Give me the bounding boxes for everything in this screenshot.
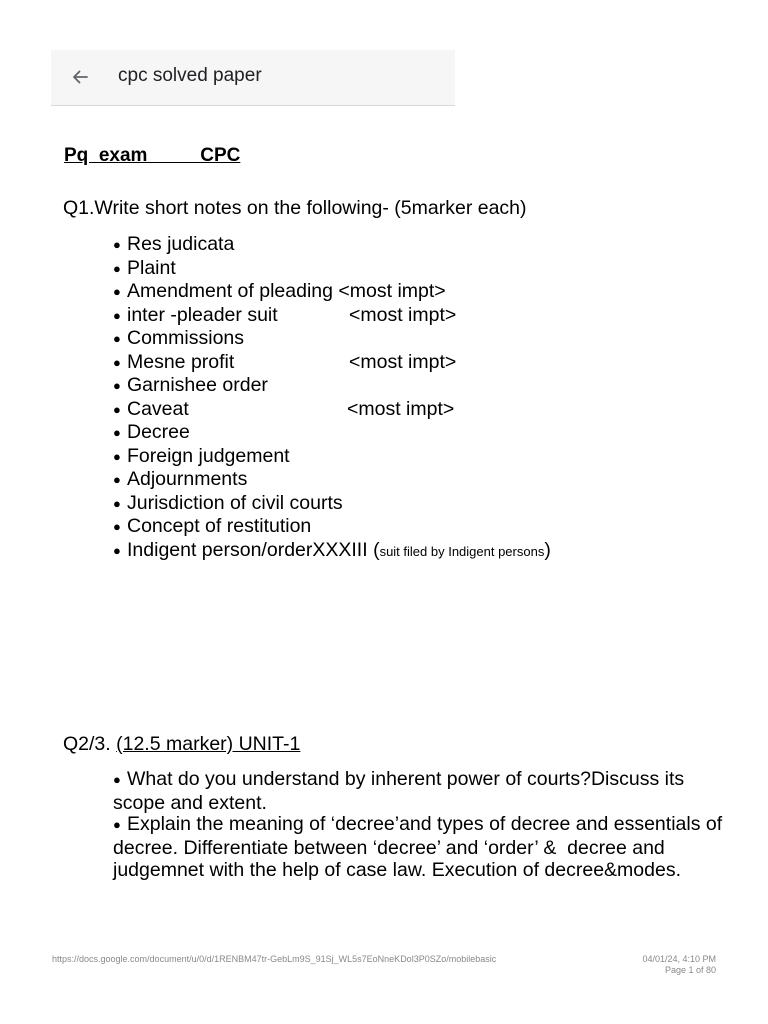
bullet-icon: ● — [113, 472, 121, 487]
list-item: ● Commissions — [113, 327, 245, 349]
question-2-3-title: (12.5 marker) UNIT-1 — [116, 733, 301, 755]
importance-note: <most impt> — [338, 280, 446, 302]
document-title: cpc solved paper — [118, 65, 262, 86]
list-item: ● inter -pleader suit <most impt> — [113, 303, 457, 326]
bullet-icon: ● — [113, 354, 121, 370]
list-item: ● Plaint — [113, 256, 176, 279]
bullet-icon: ● — [113, 772, 121, 787]
list-item: ● Jurisdiction of civil courts — [113, 491, 343, 514]
list-item: ● Concept of restitution — [113, 515, 312, 537]
page-number: Page 1 of 80 — [664, 965, 716, 975]
page-heading: Pq exam CPC — [64, 145, 241, 166]
importance-note: <most impt> — [349, 303, 457, 326]
list-item: ● Indigent person/orderXXXIII (suit filed by Indigent persons) — [113, 538, 551, 561]
list-item: ● What do you understand by inherent power of courts?Discuss its scope and extent. — [113, 768, 685, 814]
bullet-icon: ● — [113, 519, 121, 534]
importance-note: <most impt> — [349, 350, 457, 373]
footer-url: https://docs.google.com/document/u/0/d/1RENBM47tr-GebLm9S_91Sj_WL5s7EoNneKDol3P0SZo/mobilebasic — [52, 954, 497, 964]
bullet-icon: ● — [113, 284, 121, 299]
bullet-icon: ● — [113, 448, 121, 464]
list-item: ● Explain the meaning of ‘decree’and types of decree and essentials of decree. Differentiate between ‘decree’ and ‘order’ & decree and judgemnet with the help of case law. Execution of decree&modes. — [113, 813, 723, 881]
list-item: ● Caveat <most impt> — [113, 397, 455, 420]
list-item: ● Adjournments — [113, 468, 248, 490]
list-item: ● Garnishee order — [113, 374, 268, 396]
list-item: ● Amendment of pleading <most impt> — [113, 280, 446, 302]
back-button[interactable] — [65, 62, 95, 92]
bullet-icon: ● — [113, 401, 121, 417]
bullet-icon: ● — [113, 495, 121, 511]
question-2-3: Q2/3. (12.5 marker) UNIT-1 — [63, 733, 301, 755]
question-1: Q1.Write short notes on the following- (5marker each) — [63, 197, 527, 219]
bullet-icon: ● — [113, 237, 121, 252]
bullet-icon: ● — [113, 542, 121, 558]
bullet-icon: ● — [113, 331, 121, 346]
top-app-bar — [51, 50, 455, 106]
list-item: ● Foreign judgement — [113, 444, 290, 467]
list-item: ● Mesne profit <most impt> — [113, 350, 457, 373]
arrow-left-icon — [70, 67, 90, 87]
bullet-icon: ● — [113, 425, 121, 440]
importance-note: <most impt> — [347, 397, 455, 420]
footer-info — [642, 954, 716, 976]
bullet-icon: ● — [113, 260, 121, 276]
bullet-icon: ● — [113, 307, 121, 323]
bullet-icon: ● — [113, 378, 121, 393]
print-datetime: 04/01/24, 4:10 PM — [642, 954, 716, 964]
bullet-icon: ● — [113, 817, 121, 832]
list-item: ● Decree — [113, 421, 190, 443]
list-item: ● Res judicata — [113, 233, 235, 255]
q1-topic-list — [113, 233, 551, 563]
